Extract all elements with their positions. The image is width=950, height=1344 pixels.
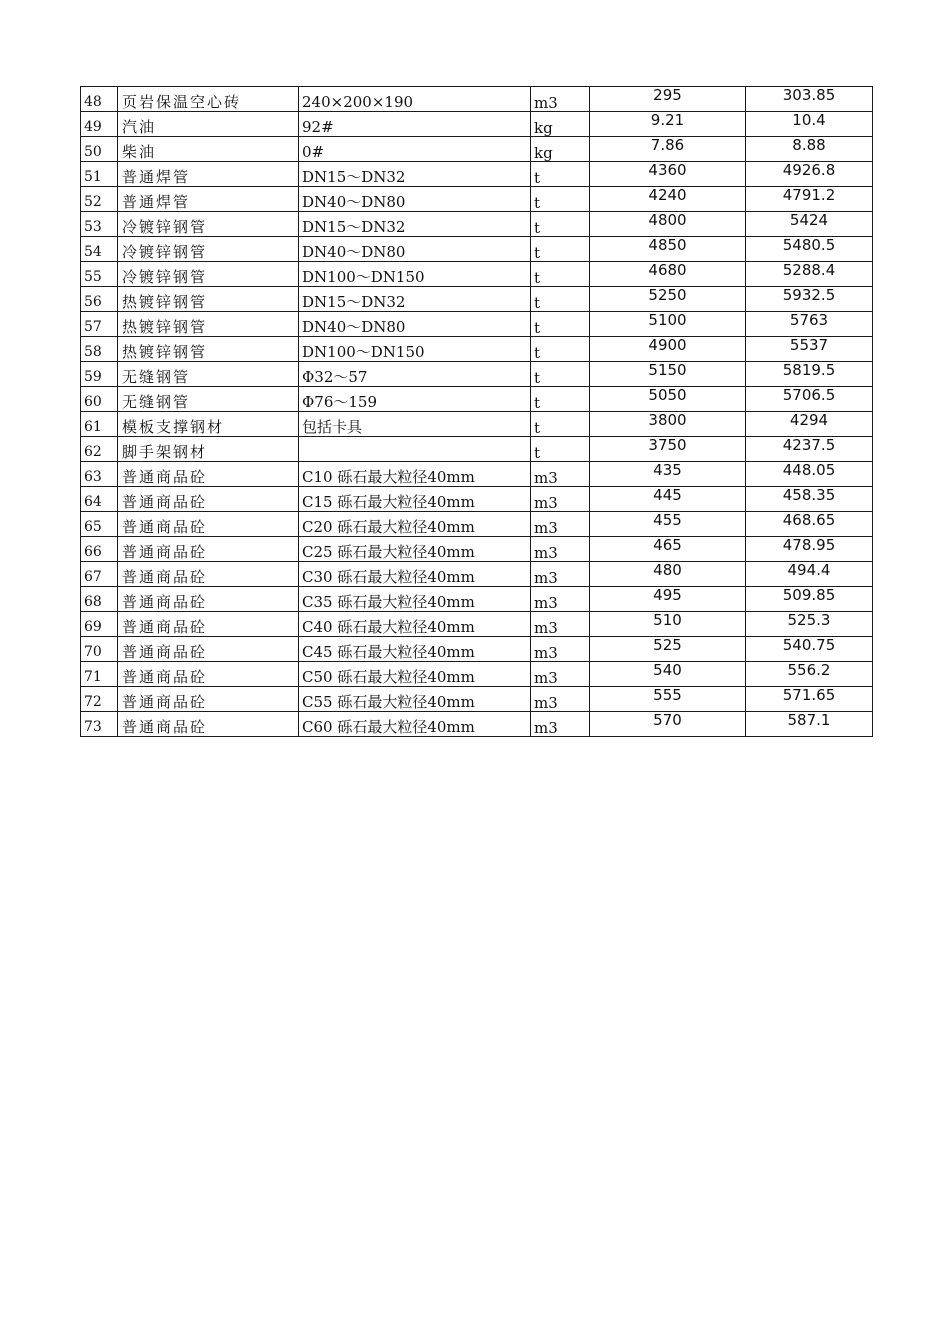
table-row [81, 587, 873, 612]
adjusted-price-cell: 5288.4 [746, 262, 873, 287]
material-name-cell: 冷镀锌钢管 [118, 212, 299, 237]
material-name-cell: 普通商品砼 [118, 562, 299, 587]
adjusted-price-cell: 5424 [746, 212, 873, 237]
price-cell: 540 [590, 662, 746, 687]
price-cell: 3750 [590, 437, 746, 462]
specification-cell [299, 437, 531, 462]
material-name-cell: 热镀锌钢管 [118, 287, 299, 312]
adjusted-price-cell: 303.85 [746, 87, 873, 112]
row-number-cell: 65 [81, 512, 118, 537]
table-row [81, 662, 873, 687]
price-cell: 295 [590, 87, 746, 112]
price-cell: 570 [590, 712, 746, 737]
specification-cell: DN100～DN150 [299, 262, 531, 287]
specification-cell: DN40～DN80 [299, 312, 531, 337]
table-row [81, 162, 873, 187]
row-number-cell: 50 [81, 137, 118, 162]
row-number-cell: 72 [81, 687, 118, 712]
unit-cell: m3 [531, 712, 590, 737]
specification-cell: Φ32～57 [299, 362, 531, 387]
material-name-cell: 普通商品砼 [118, 662, 299, 687]
table-row [81, 412, 873, 437]
row-number-cell: 56 [81, 287, 118, 312]
specification-cell: C25 砾石最大粒径40mm [299, 537, 531, 562]
specification-cell: 包括卡具 [299, 412, 531, 437]
table-row [81, 512, 873, 537]
price-cell: 555 [590, 687, 746, 712]
adjusted-price-cell: 10.4 [746, 112, 873, 137]
table-row [81, 287, 873, 312]
table-row [81, 487, 873, 512]
row-number-cell: 69 [81, 612, 118, 637]
row-number-cell: 68 [81, 587, 118, 612]
material-name-cell: 模板支撑钢材 [118, 412, 299, 437]
price-cell: 5050 [590, 387, 746, 412]
row-number-cell: 58 [81, 337, 118, 362]
unit-cell: kg [531, 112, 590, 137]
row-number-cell: 73 [81, 712, 118, 737]
specification-cell: DN100～DN150 [299, 337, 531, 362]
row-number-cell: 71 [81, 662, 118, 687]
row-number-cell: 49 [81, 112, 118, 137]
table-row [81, 687, 873, 712]
specification-cell: DN15～DN32 [299, 212, 531, 237]
unit-cell: t [531, 187, 590, 212]
adjusted-price-cell: 5537 [746, 337, 873, 362]
specification-cell: DN15～DN32 [299, 162, 531, 187]
price-cell: 4900 [590, 337, 746, 362]
row-number-cell: 53 [81, 212, 118, 237]
price-cell: 4800 [590, 212, 746, 237]
material-name-cell: 页岩保温空心砖 [118, 87, 299, 112]
material-name-cell: 汽油 [118, 112, 299, 137]
material-price-table [80, 86, 873, 737]
table-row [81, 612, 873, 637]
table-row [81, 362, 873, 387]
material-name-cell: 普通商品砼 [118, 487, 299, 512]
specification-cell: 0# [299, 137, 531, 162]
adjusted-price-cell: 4926.8 [746, 162, 873, 187]
table-row [81, 537, 873, 562]
price-cell: 9.21 [590, 112, 746, 137]
price-cell: 4240 [590, 187, 746, 212]
row-number-cell: 57 [81, 312, 118, 337]
unit-cell: t [531, 262, 590, 287]
row-number-cell: 59 [81, 362, 118, 387]
price-cell: 5150 [590, 362, 746, 387]
adjusted-price-cell: 509.85 [746, 587, 873, 612]
unit-cell: m3 [531, 537, 590, 562]
table-row [81, 387, 873, 412]
adjusted-price-cell: 448.05 [746, 462, 873, 487]
row-number-cell: 60 [81, 387, 118, 412]
table-row [81, 637, 873, 662]
row-number-cell: 66 [81, 537, 118, 562]
unit-cell: m3 [531, 612, 590, 637]
material-name-cell: 普通商品砼 [118, 512, 299, 537]
price-cell: 495 [590, 587, 746, 612]
table-row [81, 112, 873, 137]
unit-cell: t [531, 287, 590, 312]
material-name-cell: 普通焊管 [118, 162, 299, 187]
row-number-cell: 51 [81, 162, 118, 187]
material-name-cell: 无缝钢管 [118, 387, 299, 412]
specification-cell: C45 砾石最大粒径40mm [299, 637, 531, 662]
unit-cell: t [531, 387, 590, 412]
unit-cell: m3 [531, 87, 590, 112]
unit-cell: t [531, 337, 590, 362]
material-name-cell: 普通商品砼 [118, 612, 299, 637]
material-name-cell: 热镀锌钢管 [118, 337, 299, 362]
material-name-cell: 普通商品砼 [118, 687, 299, 712]
specification-cell: C40 砾石最大粒径40mm [299, 612, 531, 637]
adjusted-price-cell: 556.2 [746, 662, 873, 687]
row-number-cell: 64 [81, 487, 118, 512]
row-number-cell: 63 [81, 462, 118, 487]
material-name-cell: 普通商品砼 [118, 587, 299, 612]
unit-cell: m3 [531, 587, 590, 612]
row-number-cell: 55 [81, 262, 118, 287]
unit-cell: t [531, 437, 590, 462]
price-cell: 5250 [590, 287, 746, 312]
adjusted-price-cell: 4294 [746, 412, 873, 437]
price-cell: 435 [590, 462, 746, 487]
price-cell: 7.86 [590, 137, 746, 162]
unit-cell: m3 [531, 562, 590, 587]
material-name-cell: 普通商品砼 [118, 712, 299, 737]
table-row [81, 212, 873, 237]
unit-cell: m3 [531, 637, 590, 662]
adjusted-price-cell: 540.75 [746, 637, 873, 662]
adjusted-price-cell: 478.95 [746, 537, 873, 562]
price-cell: 4680 [590, 262, 746, 287]
specification-cell: C20 砾石最大粒径40mm [299, 512, 531, 537]
unit-cell: m3 [531, 687, 590, 712]
table-row [81, 312, 873, 337]
adjusted-price-cell: 587.1 [746, 712, 873, 737]
row-number-cell: 62 [81, 437, 118, 462]
material-name-cell: 普通商品砼 [118, 537, 299, 562]
price-cell: 4850 [590, 237, 746, 262]
adjusted-price-cell: 5480.5 [746, 237, 873, 262]
specification-cell: DN15～DN32 [299, 287, 531, 312]
table-row [81, 262, 873, 287]
unit-cell: t [531, 162, 590, 187]
material-name-cell: 脚手架钢材 [118, 437, 299, 462]
price-cell: 465 [590, 537, 746, 562]
adjusted-price-cell: 5932.5 [746, 287, 873, 312]
specification-cell: 240×200×190 [299, 87, 531, 112]
adjusted-price-cell: 8.88 [746, 137, 873, 162]
price-cell: 5100 [590, 312, 746, 337]
table-row [81, 337, 873, 362]
price-cell: 3800 [590, 412, 746, 437]
material-name-cell: 无缝钢管 [118, 362, 299, 387]
specification-cell: DN40～DN80 [299, 187, 531, 212]
table-row [81, 462, 873, 487]
table-row [81, 87, 873, 112]
unit-cell: m3 [531, 662, 590, 687]
specification-cell: C60 砾石最大粒径40mm [299, 712, 531, 737]
specification-cell: C55 砾石最大粒径40mm [299, 687, 531, 712]
row-number-cell: 54 [81, 237, 118, 262]
material-name-cell: 柴油 [118, 137, 299, 162]
adjusted-price-cell: 458.35 [746, 487, 873, 512]
row-number-cell: 48 [81, 87, 118, 112]
specification-cell: DN40～DN80 [299, 237, 531, 262]
adjusted-price-cell: 571.65 [746, 687, 873, 712]
table-row [81, 562, 873, 587]
unit-cell: t [531, 312, 590, 337]
row-number-cell: 52 [81, 187, 118, 212]
adjusted-price-cell: 525.3 [746, 612, 873, 637]
adjusted-price-cell: 4791.2 [746, 187, 873, 212]
material-name-cell: 冷镀锌钢管 [118, 262, 299, 287]
price-cell: 455 [590, 512, 746, 537]
material-name-cell: 普通焊管 [118, 187, 299, 212]
specification-cell: C50 砾石最大粒径40mm [299, 662, 531, 687]
specification-cell: C30 砾石最大粒径40mm [299, 562, 531, 587]
table-row [81, 187, 873, 212]
material-name-cell: 冷镀锌钢管 [118, 237, 299, 262]
row-number-cell: 61 [81, 412, 118, 437]
material-name-cell: 热镀锌钢管 [118, 312, 299, 337]
material-name-cell: 普通商品砼 [118, 462, 299, 487]
unit-cell: m3 [531, 512, 590, 537]
table-row [81, 437, 873, 462]
adjusted-price-cell: 5819.5 [746, 362, 873, 387]
table-row [81, 237, 873, 262]
price-cell: 510 [590, 612, 746, 637]
specification-cell: Φ76～159 [299, 387, 531, 412]
price-cell: 4360 [590, 162, 746, 187]
unit-cell: m3 [531, 462, 590, 487]
specification-cell: C10 砾石最大粒径40mm [299, 462, 531, 487]
table-row [81, 712, 873, 737]
adjusted-price-cell: 468.65 [746, 512, 873, 537]
material-name-cell: 普通商品砼 [118, 637, 299, 662]
price-cell: 525 [590, 637, 746, 662]
adjusted-price-cell: 5706.5 [746, 387, 873, 412]
row-number-cell: 67 [81, 562, 118, 587]
table-body [81, 87, 873, 737]
adjusted-price-cell: 494.4 [746, 562, 873, 587]
row-number-cell: 70 [81, 637, 118, 662]
adjusted-price-cell: 4237.5 [746, 437, 873, 462]
unit-cell: t [531, 237, 590, 262]
unit-cell: t [531, 212, 590, 237]
specification-cell: C15 砾石最大粒径40mm [299, 487, 531, 512]
unit-cell: m3 [531, 487, 590, 512]
table-row [81, 137, 873, 162]
price-cell: 445 [590, 487, 746, 512]
unit-cell: t [531, 412, 590, 437]
adjusted-price-cell: 5763 [746, 312, 873, 337]
unit-cell: kg [531, 137, 590, 162]
unit-cell: t [531, 362, 590, 387]
price-cell: 480 [590, 562, 746, 587]
specification-cell: C35 砾石最大粒径40mm [299, 587, 531, 612]
specification-cell: 92# [299, 112, 531, 137]
